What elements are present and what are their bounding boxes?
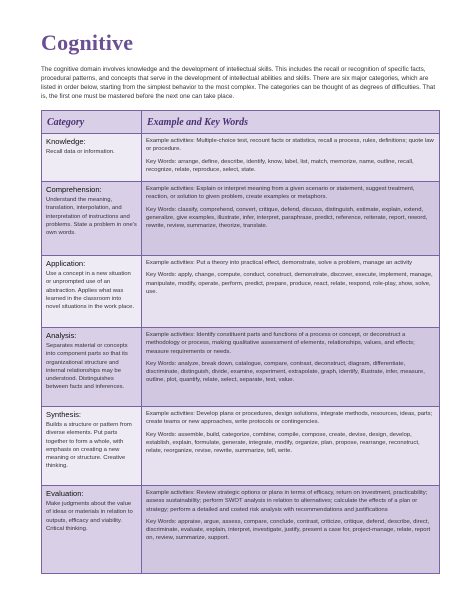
activities-text: Develop plans or procedures, design solutions, integrate methods, resources, ideas, parts; create teams or new approaches, write protocols or contingencies. <box>146 411 433 426</box>
activities-text: Identify constituent parts and functions of a process or concept, or deconstruct a methodology or process, making qualitative assessment of elements, relationships, values, and effects; measure requirements or needs. <box>146 332 415 355</box>
example-activities <box>146 489 435 514</box>
keywords-label: Key Words: <box>146 158 177 165</box>
example-activities <box>146 410 435 427</box>
examples-column-header: Example and Key Words <box>142 111 440 134</box>
keywords-label: Key Words: <box>146 518 177 525</box>
category-name: Analysis: <box>46 331 77 340</box>
table-row <box>42 486 440 574</box>
activities-label: Example activities: <box>146 411 195 417</box>
example-activities <box>146 331 435 356</box>
examples-cell <box>142 182 440 256</box>
activities-label: Example activities: <box>146 260 195 266</box>
category-cell <box>42 256 142 328</box>
table-row <box>42 407 440 486</box>
activities-label: Example activities: <box>146 490 195 496</box>
example-activities <box>146 185 435 202</box>
table-row <box>42 182 440 256</box>
category-definition: Separates material or concepts into component parts so that its organizational structure and internal relationships may be understood. Distinguishes between facts and inferences. <box>46 343 128 391</box>
page-title: Cognitive <box>41 30 134 55</box>
keywords-text: appraise, argue, assess, compare, conclude, contrast, criticize, critique, defend, describe, direct, discriminate, evaluate, explain, interpret, investigate, justify, present a case for, project-manage, relate, report on, review, summarize, support. <box>146 518 431 542</box>
table-row <box>42 134 440 182</box>
keywords-text: arrange, define, describe, identify, know, label, list, match, memorize, name, outline, recall, recognize, relate, reproduce, select, state. <box>146 158 414 173</box>
category-cell <box>42 328 142 407</box>
keywords-text: classify, comprehend, convert, critique, defend, discuss, distinguish, estimate, explain, extend, generalize, give examples, illustrate, infer, interpret, paraphrase, predict, reference, reiterate, report, reword, rewrite, review, summarize, theorize, translate. <box>146 206 428 230</box>
keywords-label: Key Words: <box>146 431 177 438</box>
category-definition: Builds a structure or pattern from diverse elements. Put parts together to form a whole, with emphasis on creating a new meaning or structure. Creative thinking. <box>46 422 132 470</box>
example-activities <box>146 259 435 267</box>
intro-paragraph: The cognitive domain involves knowledge and the development of intellectual skills. This includes the recall or recognition of specific facts, procedural patterns, and concepts that serve in the development of intellectual abilities and skills. There are six major categories, which are listed in order below, starting from the simplest behavior to the most complex. The categories can be thought of as degrees of difficulties. That is, the first one must be mastered before the next one can take place. <box>41 66 436 100</box>
category-name: Synthesis: <box>46 410 82 419</box>
table-row <box>42 328 440 407</box>
key-words <box>146 518 435 543</box>
examples-cell <box>142 486 440 574</box>
category-name: Evaluation: <box>46 489 84 498</box>
category-name: Knowledge: <box>46 137 86 146</box>
key-words <box>146 158 435 175</box>
keywords-label: Key Words: <box>146 206 177 213</box>
key-words <box>146 271 435 296</box>
activities-label: Example activities: <box>146 186 195 192</box>
key-words <box>146 431 435 456</box>
activities-text: Multiple-choice test, recount facts or statistics, recall a process, rules, definitions; quote law or procedure. <box>146 138 434 153</box>
category-column-header: Category <box>42 111 142 134</box>
category-definition: Recall data or information. <box>46 149 115 155</box>
activities-text: Review strategic options or plans in terms of efficacy, return on investment, practicability; assess sustainability; perform SWOT analysis in relation to alternatives; calculate the effects of a plan or strategy; perform a detailed and costed risk analysis with recommendations and justifications <box>146 490 428 513</box>
activities-label: Example activities: <box>146 138 195 144</box>
category-definition: Use a concept in a new situation or unprompted use of an abstraction. Applies what was learned in the classroom into novel situations in the work place. <box>46 271 135 311</box>
examples-cell <box>142 328 440 407</box>
key-words <box>146 206 435 231</box>
examples-cell <box>142 256 440 328</box>
keywords-label: Key Words: <box>146 360 177 367</box>
category-definition: Understand the meaning, translation, interpolation, and interpretation of instructions and problems. State a problem in one's own words. <box>46 197 137 237</box>
examples-cell <box>142 134 440 182</box>
examples-cell <box>142 407 440 486</box>
cognitive-categories-table <box>41 110 440 574</box>
table-row <box>42 256 440 328</box>
category-cell <box>42 407 142 486</box>
keywords-text: assemble, build, categorize, combine, compile, compose, create, devise, design, develop, establish, explain, formulate, generate, integrate, modify, organize, plan, propose, rearrange, reconstruct, relate, reorganize, revise, rewrite, summarize, tell, write. <box>146 431 420 455</box>
table-header-row <box>42 111 440 134</box>
category-name: Application: <box>46 259 86 268</box>
category-cell <box>42 134 142 182</box>
key-words <box>146 360 435 385</box>
category-definition: Make judgments about the value of ideas or materials in relation to outputs, efficacy and viability. Critical thinking. <box>46 501 133 532</box>
category-cell <box>42 486 142 574</box>
category-name: Comprehension: <box>46 185 102 194</box>
keywords-text: analyze, break down, catalogue, compare, contrast, deconstruct, diagram, differentiate, discriminate, distinguish, divide, examine, experiment, extrapolate, graph, identify, illustrate, infer, measure, outline, plot, quantify, relate, select, separate, test, value. <box>146 360 425 384</box>
example-activities <box>146 137 435 154</box>
activities-text: Put a theory into practical effect, demonstrate, solve a problem, manage an activity <box>196 260 413 266</box>
activities-text: Explain or interpret meaning from a given scenario or statement, suggest treatment, reaction, or solution to given problem, create examples or metaphors. <box>146 186 415 201</box>
keywords-label: Key Words: <box>146 272 177 279</box>
keywords-text: apply, change, compute, conduct, construct, demonstrate, discover, execute, implement, manage, manipulate, modify, operate, perform, predict, prepare, produce, react, relate, respond, role-play, show, solve, use. <box>146 272 433 295</box>
activities-label: Example activities: <box>146 332 195 338</box>
category-cell <box>42 182 142 256</box>
